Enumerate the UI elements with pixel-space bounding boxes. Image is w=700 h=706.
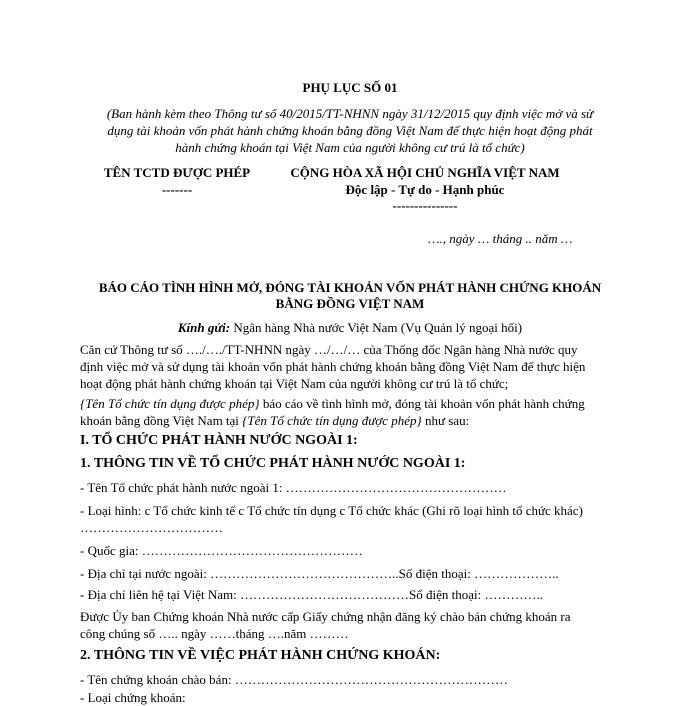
recipient-label: Kính gửi: — [177, 320, 231, 335]
issuer-name-field: - Tên Tổ chức phát hành nước ngoài 1: …………………………………………… — [80, 480, 507, 495]
country-field: - Quốc gia: …………………………………………… — [80, 543, 363, 558]
basis-line-1: Căn cứ Thông tư số …./…./TT-NHNN ngày …/…/… của Thống đốc Ngân hàng Nhà nước quy — [80, 342, 578, 357]
section-2-heading: 2. THÔNG TIN VỀ VIỆC PHÁT HÀNH CHỨNG KHOÁN: — [80, 648, 441, 663]
motto-dashes: --------------- — [392, 198, 458, 213]
certificate-line-2: công chúng số ….. ngày ……tháng ….năm ……… — [80, 626, 349, 641]
issuer-type-other-blank: …………………………… — [80, 520, 223, 535]
security-name-field: - Tên chứng khoán chào bán: ……………………………………………………… — [80, 672, 508, 687]
org-name-header: TÊN TCTD ĐƯỢC PHÉP — [103, 165, 251, 180]
report-title-line-2: BẰNG ĐỒNG VIỆT NAM — [275, 296, 425, 311]
subtitle-line-3: hành chứng khoán tại Việt Nam của người không cư trú là tổ chức) — [175, 140, 525, 155]
institution-placeholder-1: {Tên Tổ chức tín dụng được phép} — [80, 396, 260, 411]
foreign-address-field: - Địa chỉ tại nước ngoài: ……………………………………..Số điện thoại: ……………….. — [80, 566, 559, 581]
report-intro-text-2: khoán bằng đồng Việt Nam tại — [80, 413, 243, 428]
basis-line-3: hoạt động phát hành chứng khoán tại Việt Nam của người không cư trú là tổ chức; — [80, 376, 509, 391]
motto-header: Độc lập - Tự do - Hạnh phúc — [345, 182, 505, 197]
security-type-field: - Loại chứng khoán: — [80, 690, 186, 705]
org-name-dashes: ------- — [161, 182, 193, 197]
report-intro-text-3: như sau: — [421, 413, 470, 428]
nation-header: CỘNG HÒA XÃ HỘI CHỦ NGHĨA VIỆT NAM — [290, 165, 560, 180]
vn-address-field: - Địa chỉ liên hệ tại Việt Nam: …………………………………Số điện thoại: ………….. — [80, 587, 543, 602]
recipient-value: Ngân hàng Nhà nước Việt Nam (Vụ Quản lý ngoại hối) — [230, 320, 523, 335]
date-line: …., ngày … tháng .. năm … — [428, 231, 573, 246]
section-I-heading: I. TỔ CHỨC PHÁT HÀNH NƯỚC NGOÀI 1: — [80, 433, 358, 448]
appendix-title: PHỤ LỤC SỐ 01 — [302, 80, 398, 95]
basis-line-2: định việc mở và sử dụng tài khoản vốn phát hành chứng khoán bằng đồng Việt Nam để thực hiện — [80, 359, 586, 374]
certificate-line-1: Được Ủy ban Chứng khoán Nhà nước cấp Giấy chứng nhận đăng ký chào bán chứng khoán ra — [80, 609, 571, 624]
report-title-line-1: BÁO CÁO TÌNH HÌNH MỞ, ĐÓNG TÀI KHOẢN VỐN PHÁT HÀNH CHỨNG KHOÁN — [98, 280, 602, 295]
issuer-type-field: - Loại hình: c Tổ chức kinh tế c Tổ chức tín dụng c Tổ chức khác (Ghi rõ loại hình tổ chức khác) — [80, 503, 583, 518]
report-intro-text-1: báo cáo về tình hình mở, đóng tài khoản vốn phát hành chứng — [259, 396, 585, 411]
report-intro-line-1 — [80, 396, 585, 412]
subtitle-line-2: dụng tài khoản vốn phát hành chứng khoán bằng đồng Việt Nam để thực hiện hoạt động phát — [107, 123, 593, 138]
report-intro-line-2 — [80, 413, 469, 429]
section-1-heading: 1. THÔNG TIN VỀ TỔ CHỨC PHÁT HÀNH NƯỚC NGOÀI 1: — [80, 456, 466, 471]
recipient-line — [0, 320, 700, 336]
institution-placeholder-2: {Tên Tổ chức tín dụng được phép} — [242, 413, 422, 428]
subtitle-line-1: (Ban hành kèm theo Thông tư số 40/2015/TT-NHNN ngày 31/12/2015 quy định việc mở và sử — [106, 106, 594, 121]
